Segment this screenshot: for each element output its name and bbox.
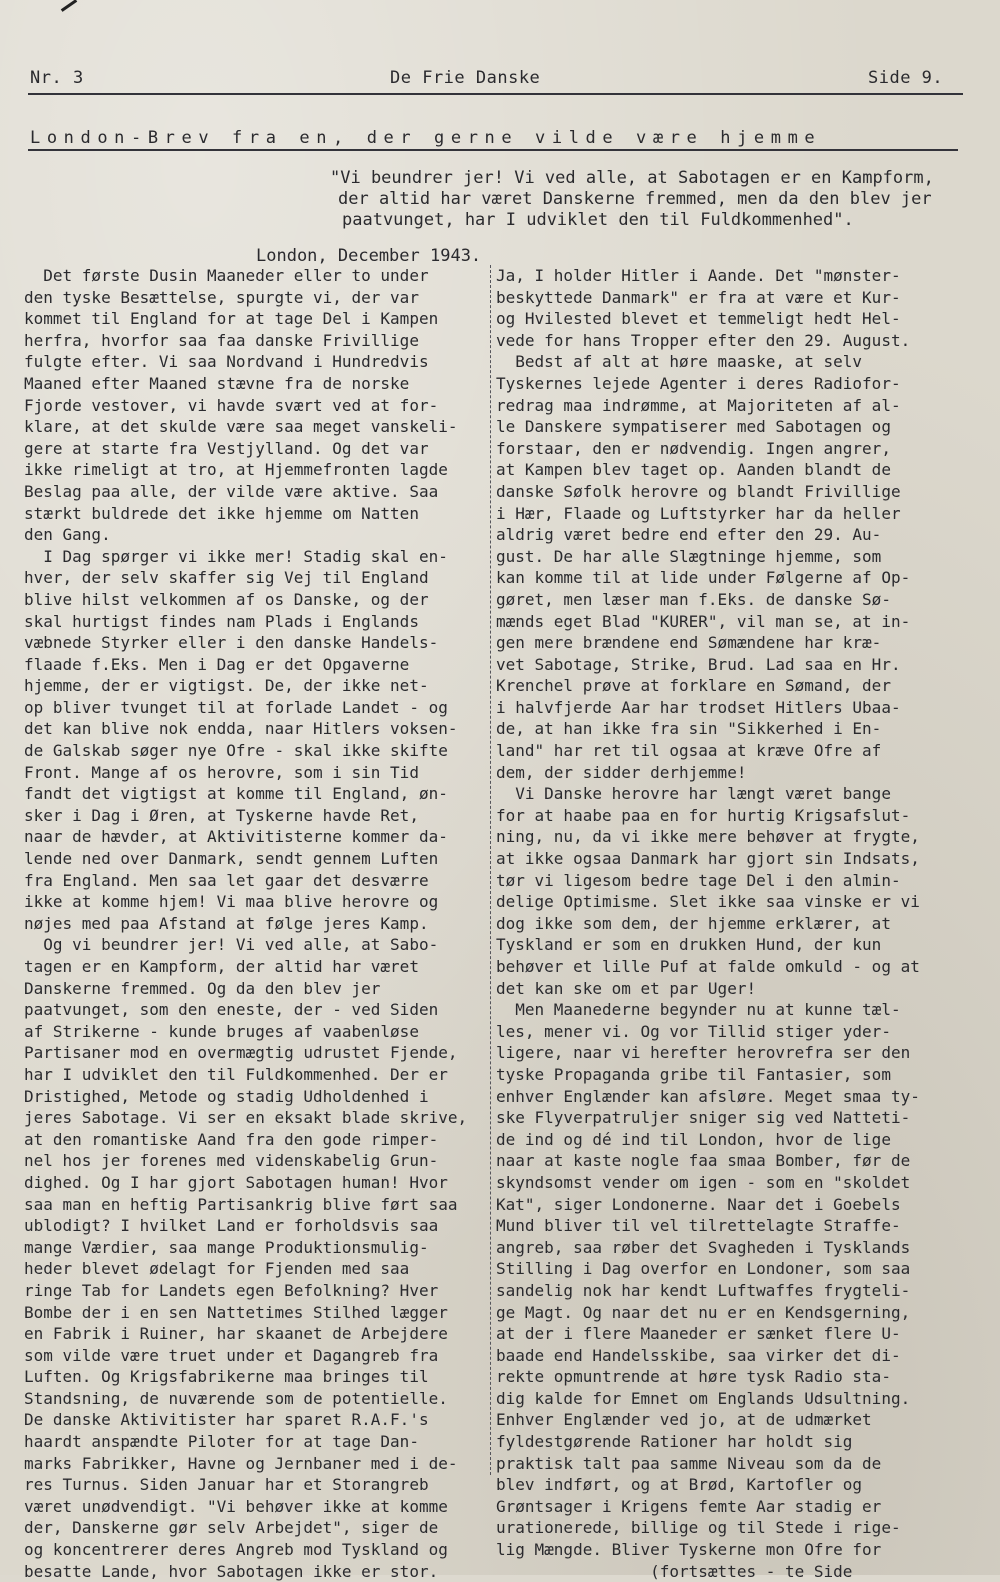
text-line: Men Maanederne begynder nu at kunne tæl-	[496, 1000, 901, 1020]
text-line: fandt det vigtigst at komme til England, øn-	[24, 784, 448, 804]
text-line: Grøntsager i Krigens femte Aar stadig er	[496, 1496, 882, 1516]
text-line: ringe Tab for Landets egen Befolkning? Hver	[24, 1280, 439, 1300]
text-line: ligere, naar vi herefter herovrefra ser den	[496, 1043, 911, 1063]
text-line: tagen er en Kampform, der altid har været	[24, 957, 419, 976]
text-line: for at haabe paa en for hurtig Krigsafslut-	[496, 805, 911, 825]
text-line: saa man en heftig Partisankrig blive ført saa	[24, 1194, 458, 1214]
text-line: behøver et lille Puf at falde omkuld - og at	[496, 957, 920, 976]
text-line: sker i Dag i Øren, at Tyskerne havde Ret,	[24, 805, 419, 825]
text-line: jeres Sabotage. Vi ser en eksakt blade skrive,	[24, 1108, 468, 1128]
text-line: dog ikke som dem, der hjemme erklærer, at	[496, 913, 891, 933]
text-line: praktisk talt paa samme Niveau som da de	[496, 1453, 882, 1473]
text-line: Bombe der i en sen Nattetimes Stilhed lægger	[24, 1302, 448, 1322]
text-line: den tyske Besættelse, spurgte vi, der var	[24, 287, 419, 307]
text-line: hver, der selv skaffer sig Vej til England	[24, 568, 429, 588]
text-line: skal hurtigst findes nam Plads i Englands	[24, 611, 419, 631]
text-line: at ikke ogsaa Danmark har gjort sin Indsats,	[496, 849, 920, 869]
text-line: det kan ske om et par Uger!	[496, 978, 757, 998]
text-line: Mund bliver til vel tilrettelagte Straffe-	[496, 1216, 901, 1236]
text-line: ske Flyverpatruljer sniger sig ved Natteti-	[496, 1108, 911, 1128]
column-divider	[490, 265, 491, 1475]
text-line: dighed. Og I har gjort Sabotagen human! Hvor	[24, 1172, 448, 1192]
text-line: tør vi ligesom bedre tage Del i den almin-	[496, 870, 901, 890]
text-line: herfra, hvorfor saa faa danske Frivillige	[24, 330, 419, 350]
text-line: lig Mængde. Bliver Tyskerne mon Ofre for	[496, 1540, 882, 1560]
text-line: mange Værdier, saa mange Produktionsmulig-	[24, 1237, 429, 1257]
text-line: De danske Aktivitister har sparet R.A.F.'s	[24, 1410, 429, 1430]
text-line: nel hos jer forenes med videnskabelig Grun-	[24, 1151, 439, 1171]
text-line: der, Danskerne gør selv Arbejdet", siger de	[24, 1518, 439, 1538]
text-line: har I udviklet den til Fuldkommenhed. Der er	[24, 1064, 448, 1084]
text-line: Og vi beundrer jer! Vi ved alle, at Sabo-	[24, 935, 439, 955]
text-line: gust. De har alle Slægtninge hjemme, som	[496, 546, 882, 566]
text-line: besatte Lande, hvor Sabotagen ikke er stor.	[24, 1561, 439, 1581]
text-line: flaade f.Eks. Men i Dag er det Opgaverne	[24, 654, 410, 674]
text-line: tyske Propaganda gribe til Fantasier, som	[496, 1064, 891, 1084]
ink-mark	[61, 0, 77, 12]
text-line: Bedst af alt at høre maaske, at selv	[496, 352, 863, 372]
text-line: Danskerne fremmed. Og da den blev jer	[24, 978, 381, 998]
text-line: Ja, I holder Hitler i Aande. Det "mønster-	[496, 266, 901, 285]
text-line: ikke rimeligt at tro, at Hjemmefronten lagde	[24, 460, 448, 480]
text-line: les, mener vi. Og vor Tillid stiger yder-	[496, 1021, 891, 1041]
text-line: dem, der sidder derhjemme!	[496, 762, 747, 782]
text-line: væbnede Styrker eller i den danske Handels-	[24, 633, 439, 653]
text-line: ublodigt? I hvilket Land er forholdsvis saa	[24, 1216, 439, 1236]
headline-rule	[28, 149, 958, 151]
text-line: de ind og dé ind til London, hvor de lige	[496, 1129, 891, 1149]
text-line: de Galskab søger nye Ofre - skal ikke skifte	[24, 741, 448, 761]
text-line: marks Fabrikker, Havne og Jernbaner med i de-	[24, 1453, 458, 1473]
text-line: blive hilst velkommen af os Danske, og der	[24, 589, 429, 609]
text-line: Det første Dusin Maaneder eller to under	[24, 266, 429, 285]
text-line: heder blevet ødelagt for Fjenden med saa	[24, 1259, 410, 1279]
text-line: fyldestgørende Rationer har holdt sig	[496, 1432, 853, 1452]
text-line: dig kalde for Emnet om Englands Udsultning.	[496, 1388, 911, 1408]
text-line: kommet til England for at tage Del i Kampen	[24, 309, 439, 329]
text-line: forstaar, den er nødvendig. Ingen angrer,	[496, 438, 891, 458]
text-line: ning, nu, da vi ikke mere behøver at frygte,	[496, 827, 920, 847]
text-line: op bliver tvunget til at forlade Landet - og	[24, 697, 448, 717]
text-line: res Turnus. Siden Januar har et Storangreb	[24, 1475, 429, 1495]
text-line: (fortsættes - te Side	[496, 1561, 853, 1581]
text-line: I Dag spørger vi ikke mer! Stadig skal en-	[24, 546, 448, 566]
text-line: Maaned efter Maaned stævne fra de norske	[24, 373, 410, 393]
text-line: land" har ret til ogsaa at kræve Ofre af	[496, 741, 882, 761]
text-line: gere at starte fra Vestjylland. Og det var	[24, 438, 429, 458]
text-line: enhver Englænder kan afsløre. Meget smaa ty-	[496, 1086, 920, 1106]
text-line: det kan blive nok endda, naar Hitlers voksen-	[24, 719, 458, 739]
text-line: beskyttede Danmark" er fra at være et Kur-	[496, 287, 901, 307]
text-line: sandelig nok har kendt Luftwaffes frygteli-	[496, 1280, 911, 1300]
text-line: af Strikerne - kunde bruges af vaabenløse	[24, 1021, 419, 1041]
text-line: gen mere brændene end Sømændene har kræ-	[496, 633, 882, 653]
text-line: Partisaner mod en overmægtig udrustet Fjende,	[24, 1043, 458, 1063]
dateline: London, December 1943.	[256, 246, 482, 266]
text-line: angreb, saa røber det Svagheden i Tysklands	[496, 1237, 911, 1257]
text-line: vede for hans Tropper efter den 29. August.	[496, 330, 911, 350]
text-line: i Hær, Flaade og Luftstyrker har da heller	[496, 503, 901, 523]
text-line: aldrig været bedre end efter den 29. Au-	[496, 525, 882, 545]
text-line: rekte opmuntrende at høre tysk Radio sta-	[496, 1367, 891, 1387]
text-line: at den romantiske Aand fra den gode rimper-	[24, 1129, 439, 1149]
text-line: Dristighed, Metode og stadig Udholdenhed i	[24, 1086, 429, 1106]
article-headline: London-Brev fra en, der gerne vilde være hjemme	[30, 128, 822, 148]
text-line: Beslag paa alle, der vilde være aktive. Saa	[24, 481, 439, 501]
publication-title: De Frie Danske	[390, 68, 541, 88]
text-line: som vilde være truet under et Dagangreb fra	[24, 1345, 439, 1365]
text-line: Front. Mange af os herovre, som i sin Tid	[24, 762, 419, 782]
text-line: le Danskere sympatiserer med Sabotagen og	[496, 417, 891, 437]
text-line: urationerede, billige og til Stede i rige-	[496, 1518, 901, 1538]
text-line: Enhver Englænder ved jo, at de udmærket	[496, 1410, 872, 1430]
text-line: Tyskernes lejede Agenter i deres Radiofor-	[496, 373, 901, 393]
text-line: Krenchel prøve at forklare en Sømand, der	[496, 676, 891, 696]
text-line: haardt anspændte Piloter for at tage Dan-	[24, 1432, 419, 1452]
text-line: ikke at komme hjem! Vi maa blive herovre og	[24, 892, 439, 912]
text-line: mænds eget Blad "KURER", vil man se, at in-	[496, 611, 911, 631]
text-line: nøjes med paa Afstand at følge jeres Kamp.	[24, 913, 429, 933]
text-line: fulgte efter. Vi saa Nordvand i Hundredvis	[24, 352, 429, 372]
text-line: blev indført, og at Brød, Kartofler og	[496, 1475, 863, 1495]
text-line: en Fabrik i Ruiner, har skaanet de Arbejdere	[24, 1324, 448, 1344]
text-line: paatvunget, som den eneste, der - ved Siden	[24, 1000, 439, 1020]
issue-number: Nr. 3	[30, 68, 84, 88]
text-line: Kat", siger Londonerne. Naar det i Goebels	[496, 1194, 901, 1214]
text-line: klare, at det skulde være saa meget vanskeli-	[24, 417, 458, 437]
pull-quote-line: "Vi beundrer jer! Vi ved alle, at Sabotagen er en Kampform,	[330, 168, 934, 188]
text-line: gøret, men læser man f.Eks. de danske Sø-	[496, 589, 891, 609]
text-line: og Hvilested blevet et temmeligt hedt Hel-	[496, 309, 901, 329]
text-line: at der i flere Maaneder er sænket flere U-	[496, 1324, 901, 1344]
text-line: og koncentrerer deres Angreb mod Tyskland og	[24, 1540, 448, 1560]
text-line: danske Søfolk herovre og blandt Frivillige	[496, 481, 901, 501]
text-line: baade end Handelsskibe, saa virker det di-	[496, 1345, 901, 1365]
text-line: redrag maa indrømme, at Majoriteten af al-	[496, 395, 901, 415]
text-line: lende ned over Danmark, sendt gennem Luften	[24, 849, 439, 869]
text-line: fra England. Men saa let gaar det desværre	[24, 870, 429, 890]
text-line: den Gang.	[24, 525, 111, 545]
text-line: stærkt buldrede det ikke hjemme om Natten	[24, 503, 419, 523]
text-line: kan komme til at lide under Følgerne af Op-	[496, 568, 911, 588]
right-column	[496, 265, 956, 1582]
text-line: at Kampen blev taget op. Aanden blandt de	[496, 460, 891, 480]
pull-quote-line: der altid har været Danskerne fremmed, men da den blev jer	[338, 189, 932, 209]
text-line: Standsning, de nuværende som de potentielle.	[24, 1388, 448, 1408]
text-line: Tyskland er som en drukken Hund, der kun	[496, 935, 882, 955]
text-line: naar at kaste nogle faa smaa Bomber, før de	[496, 1151, 911, 1171]
text-line: været unødvendigt. "Vi behøver ikke at komme	[24, 1496, 448, 1516]
text-line: delige Optimisme. Slet ikke saa vinske er vi	[496, 892, 920, 912]
text-line: skyndsomst vender om igen - som en "skoldet	[496, 1172, 911, 1192]
pull-quote-line: paatvunget, har I udviklet den til Fuldkommenhed".	[342, 210, 854, 230]
text-line: naar de hævder, at Aktivitisterne kommer da-	[24, 827, 448, 847]
text-line: hjemme, der er vigtigst. De, der ikke net-	[24, 676, 429, 696]
left-column	[24, 265, 486, 1582]
pull-quote	[330, 168, 970, 231]
text-line: Fjorde vestover, vi havde svært ved at for-	[24, 395, 439, 415]
page-number: Side 9.	[868, 68, 944, 88]
text-line: ge Magt. Og naar det nu er en Kendsgerning,	[496, 1302, 911, 1322]
text-line: vet Sabotage, Strike, Brud. Lad saa en Hr.	[496, 654, 901, 674]
text-line: Stilling i Dag overfor en Londoner, som saa	[496, 1259, 911, 1279]
text-line: Vi Danske herovre har længt været bange	[496, 784, 891, 804]
header-rule	[28, 93, 963, 95]
text-line: Luften. Og Krigsfabrikerne maa bringes til	[24, 1367, 429, 1387]
text-line: i halvfjerde Aar har trodset Hitlers Ubaa-	[496, 697, 901, 717]
text-line: de, at han ikke fra sin "Sikkerhed i En-	[496, 719, 882, 739]
